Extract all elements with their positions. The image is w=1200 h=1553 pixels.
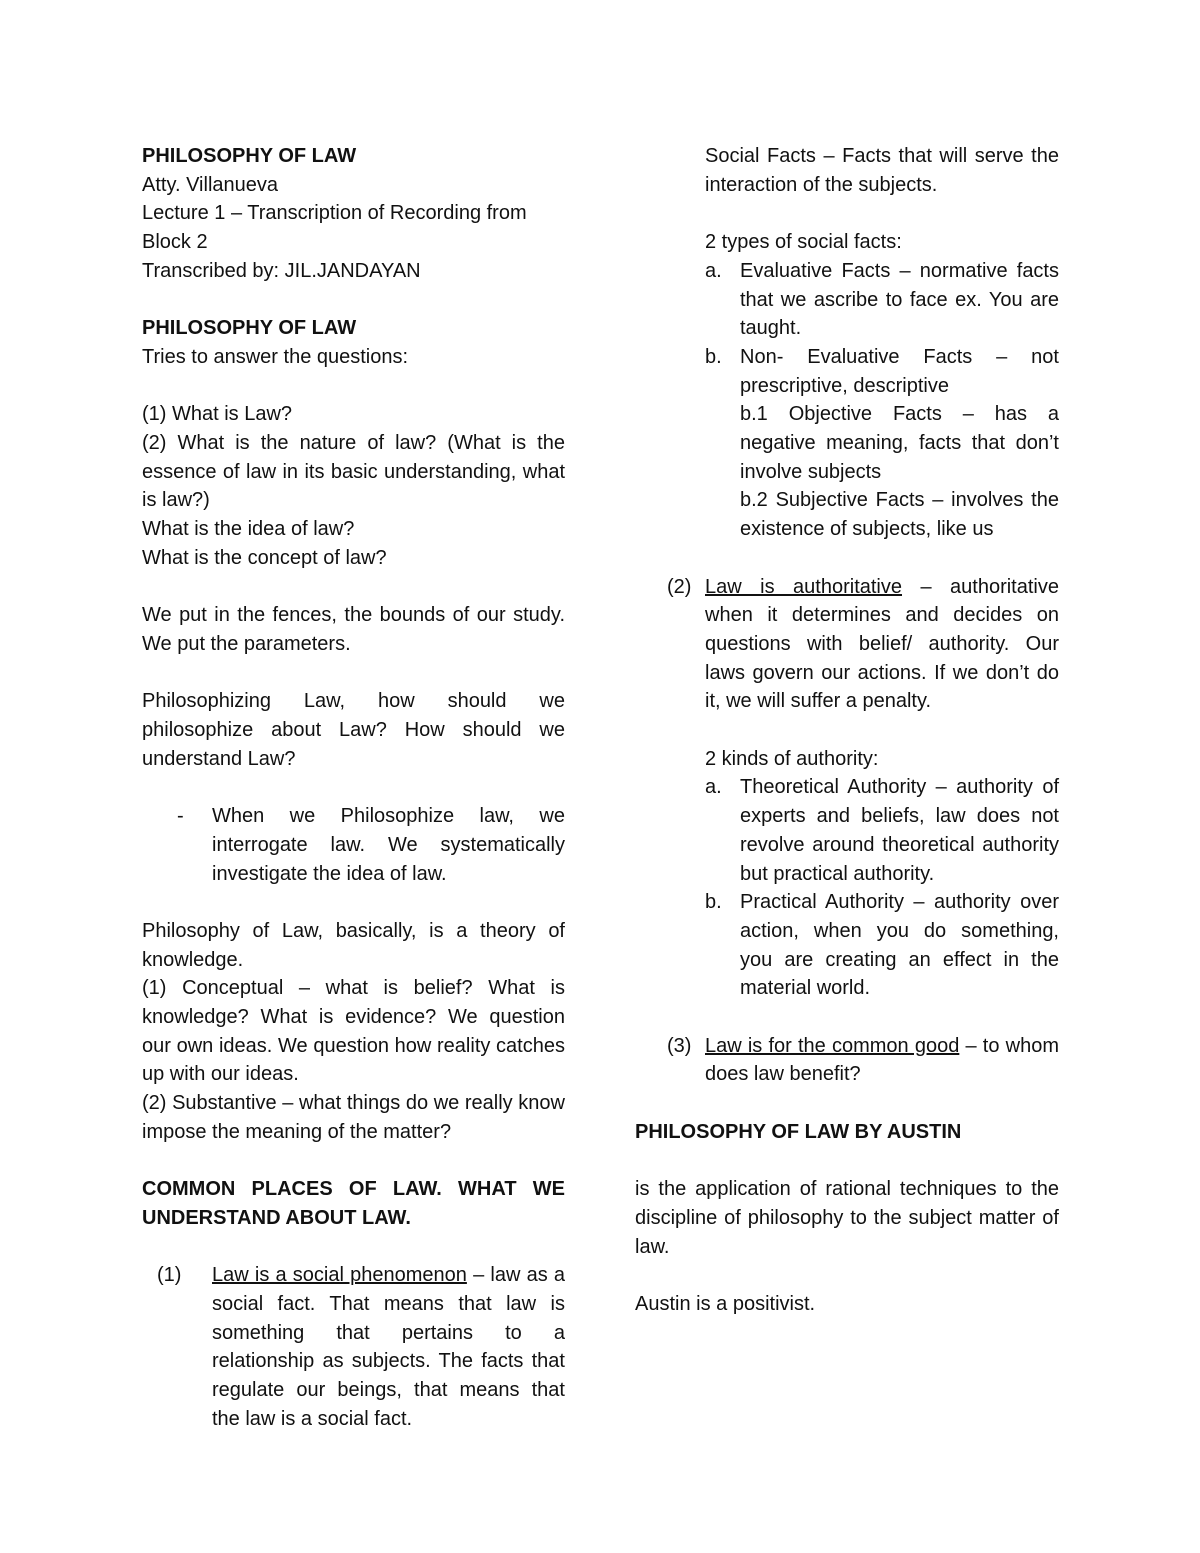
objective-facts: b.1 Objective Facts – has a negative meaning, facts that don’t involve subjects xyxy=(740,403,1059,483)
conceptual-point: (1) Conceptual – what is belief? What is knowledge? What is evidence? We question our own ideas. We question how reality catches up with our ideas. xyxy=(142,977,565,1086)
list-marker: a. xyxy=(705,776,722,799)
question-2: (2) What is the nature of law? (What is the essence of law in its basic understanding, what is law?) xyxy=(142,432,565,512)
list-marker: b. xyxy=(705,345,722,368)
question-4: What is the concept of law? xyxy=(142,546,387,569)
theory-paragraph: Philosophy of Law, basically, is a theory of knowledge. xyxy=(142,919,565,971)
lecture-info: Lecture 1 – Transcription of Recording from Block 2 xyxy=(142,202,527,254)
austin-definition: is the application of rational techniques to the discipline of philosophy to the subject matter of law. xyxy=(635,1178,1059,1258)
common-place-item-2 xyxy=(635,573,1059,717)
transcriber: Transcribed by: JIL.JANDAYAN xyxy=(142,259,421,282)
authority-kinds-lead: 2 kinds of authority: xyxy=(705,747,879,770)
paragraph-fences: We put in the fences, the bounds of our study. We put the parameters. xyxy=(142,604,565,655)
item-text: – to whom does law benefit? xyxy=(705,1034,1059,1086)
list-text: Non- Evaluative Facts – not prescriptive, descriptive xyxy=(740,345,1059,397)
item-title: Law is for the common good xyxy=(705,1034,960,1057)
right-column xyxy=(635,142,1059,1319)
social-facts-text: Social Facts – Facts that will serve the interaction of the subjects. xyxy=(705,145,1059,196)
question-1: (1) What is Law? xyxy=(142,403,293,426)
section-heading: PHILOSOPHY OF LAW xyxy=(142,317,357,340)
list-text: Evaluative Facts – normative facts that we ascribe to face ex. You are taught. xyxy=(740,259,1059,340)
list-text: Practical Authority – authority over action, when you do something, you are creating an effect in the material world. xyxy=(740,891,1059,1000)
item-marker: (1) xyxy=(157,1264,182,1287)
author: Atty. Villanueva xyxy=(142,173,279,196)
common-place-item-1 xyxy=(142,1261,565,1433)
social-fact-type-a xyxy=(635,257,1059,343)
item-marker: (2) xyxy=(667,575,692,598)
authority-kind-b xyxy=(635,888,1059,1003)
paragraph-philosophizing: Philosophizing Law, how should we philosophize about Law? How should we understand Law? xyxy=(142,690,565,770)
bullet-marker: - xyxy=(177,805,184,828)
item-marker: (3) xyxy=(667,1034,692,1057)
social-fact-type-b xyxy=(635,343,1059,400)
list-text: Theoretical Authority – authority of experts and beliefs, law does not revolve around theoretical authority but practical authority. xyxy=(740,776,1059,885)
common-places-heading: COMMON PLACES OF LAW. WHAT WE UNDERSTAND ABOUT LAW. xyxy=(142,1178,565,1229)
question-3: What is the idea of law? xyxy=(142,518,355,541)
left-column xyxy=(142,142,565,1434)
austin-positivist: Austin is a positivist. xyxy=(635,1293,816,1316)
document-title: PHILOSOPHY OF LAW xyxy=(142,145,357,167)
item-title: Law is a social phenomenon xyxy=(212,1264,467,1287)
authority-kind-a xyxy=(635,773,1059,888)
item-text: – law as a social fact. That means that law is something that pertains to a relationship as subjects. The facts that regulate our beings, that means that the law is a social fact. xyxy=(212,1264,565,1430)
item-text: – authoritative when it determines and decides on questions with belief/ authority. Our laws govern our actions. If we don’t do it, we will suffer a penalty. xyxy=(705,575,1059,713)
list-marker: a. xyxy=(705,259,722,282)
item-title: Law is authoritative xyxy=(705,575,902,598)
subjective-facts: b.2 Subjective Facts – involves the existence of subjects, like us xyxy=(740,489,1059,541)
austin-heading: PHILOSOPHY OF LAW BY AUSTIN xyxy=(635,1120,962,1143)
common-place-item-3 xyxy=(635,1032,1059,1089)
intro-lead: Tries to answer the questions: xyxy=(142,345,409,368)
social-facts-definition xyxy=(635,142,1059,199)
social-facts-types-lead: 2 types of social facts: xyxy=(705,231,902,254)
list-marker: b. xyxy=(705,891,722,914)
bullet-item xyxy=(142,802,565,888)
substantive-point: (2) Substantive – what things do we really know impose the meaning of the matter? xyxy=(142,1092,565,1143)
bullet-text: When we Philosophize law, we interrogate law. We systematically investigate the idea of law. xyxy=(212,805,565,885)
